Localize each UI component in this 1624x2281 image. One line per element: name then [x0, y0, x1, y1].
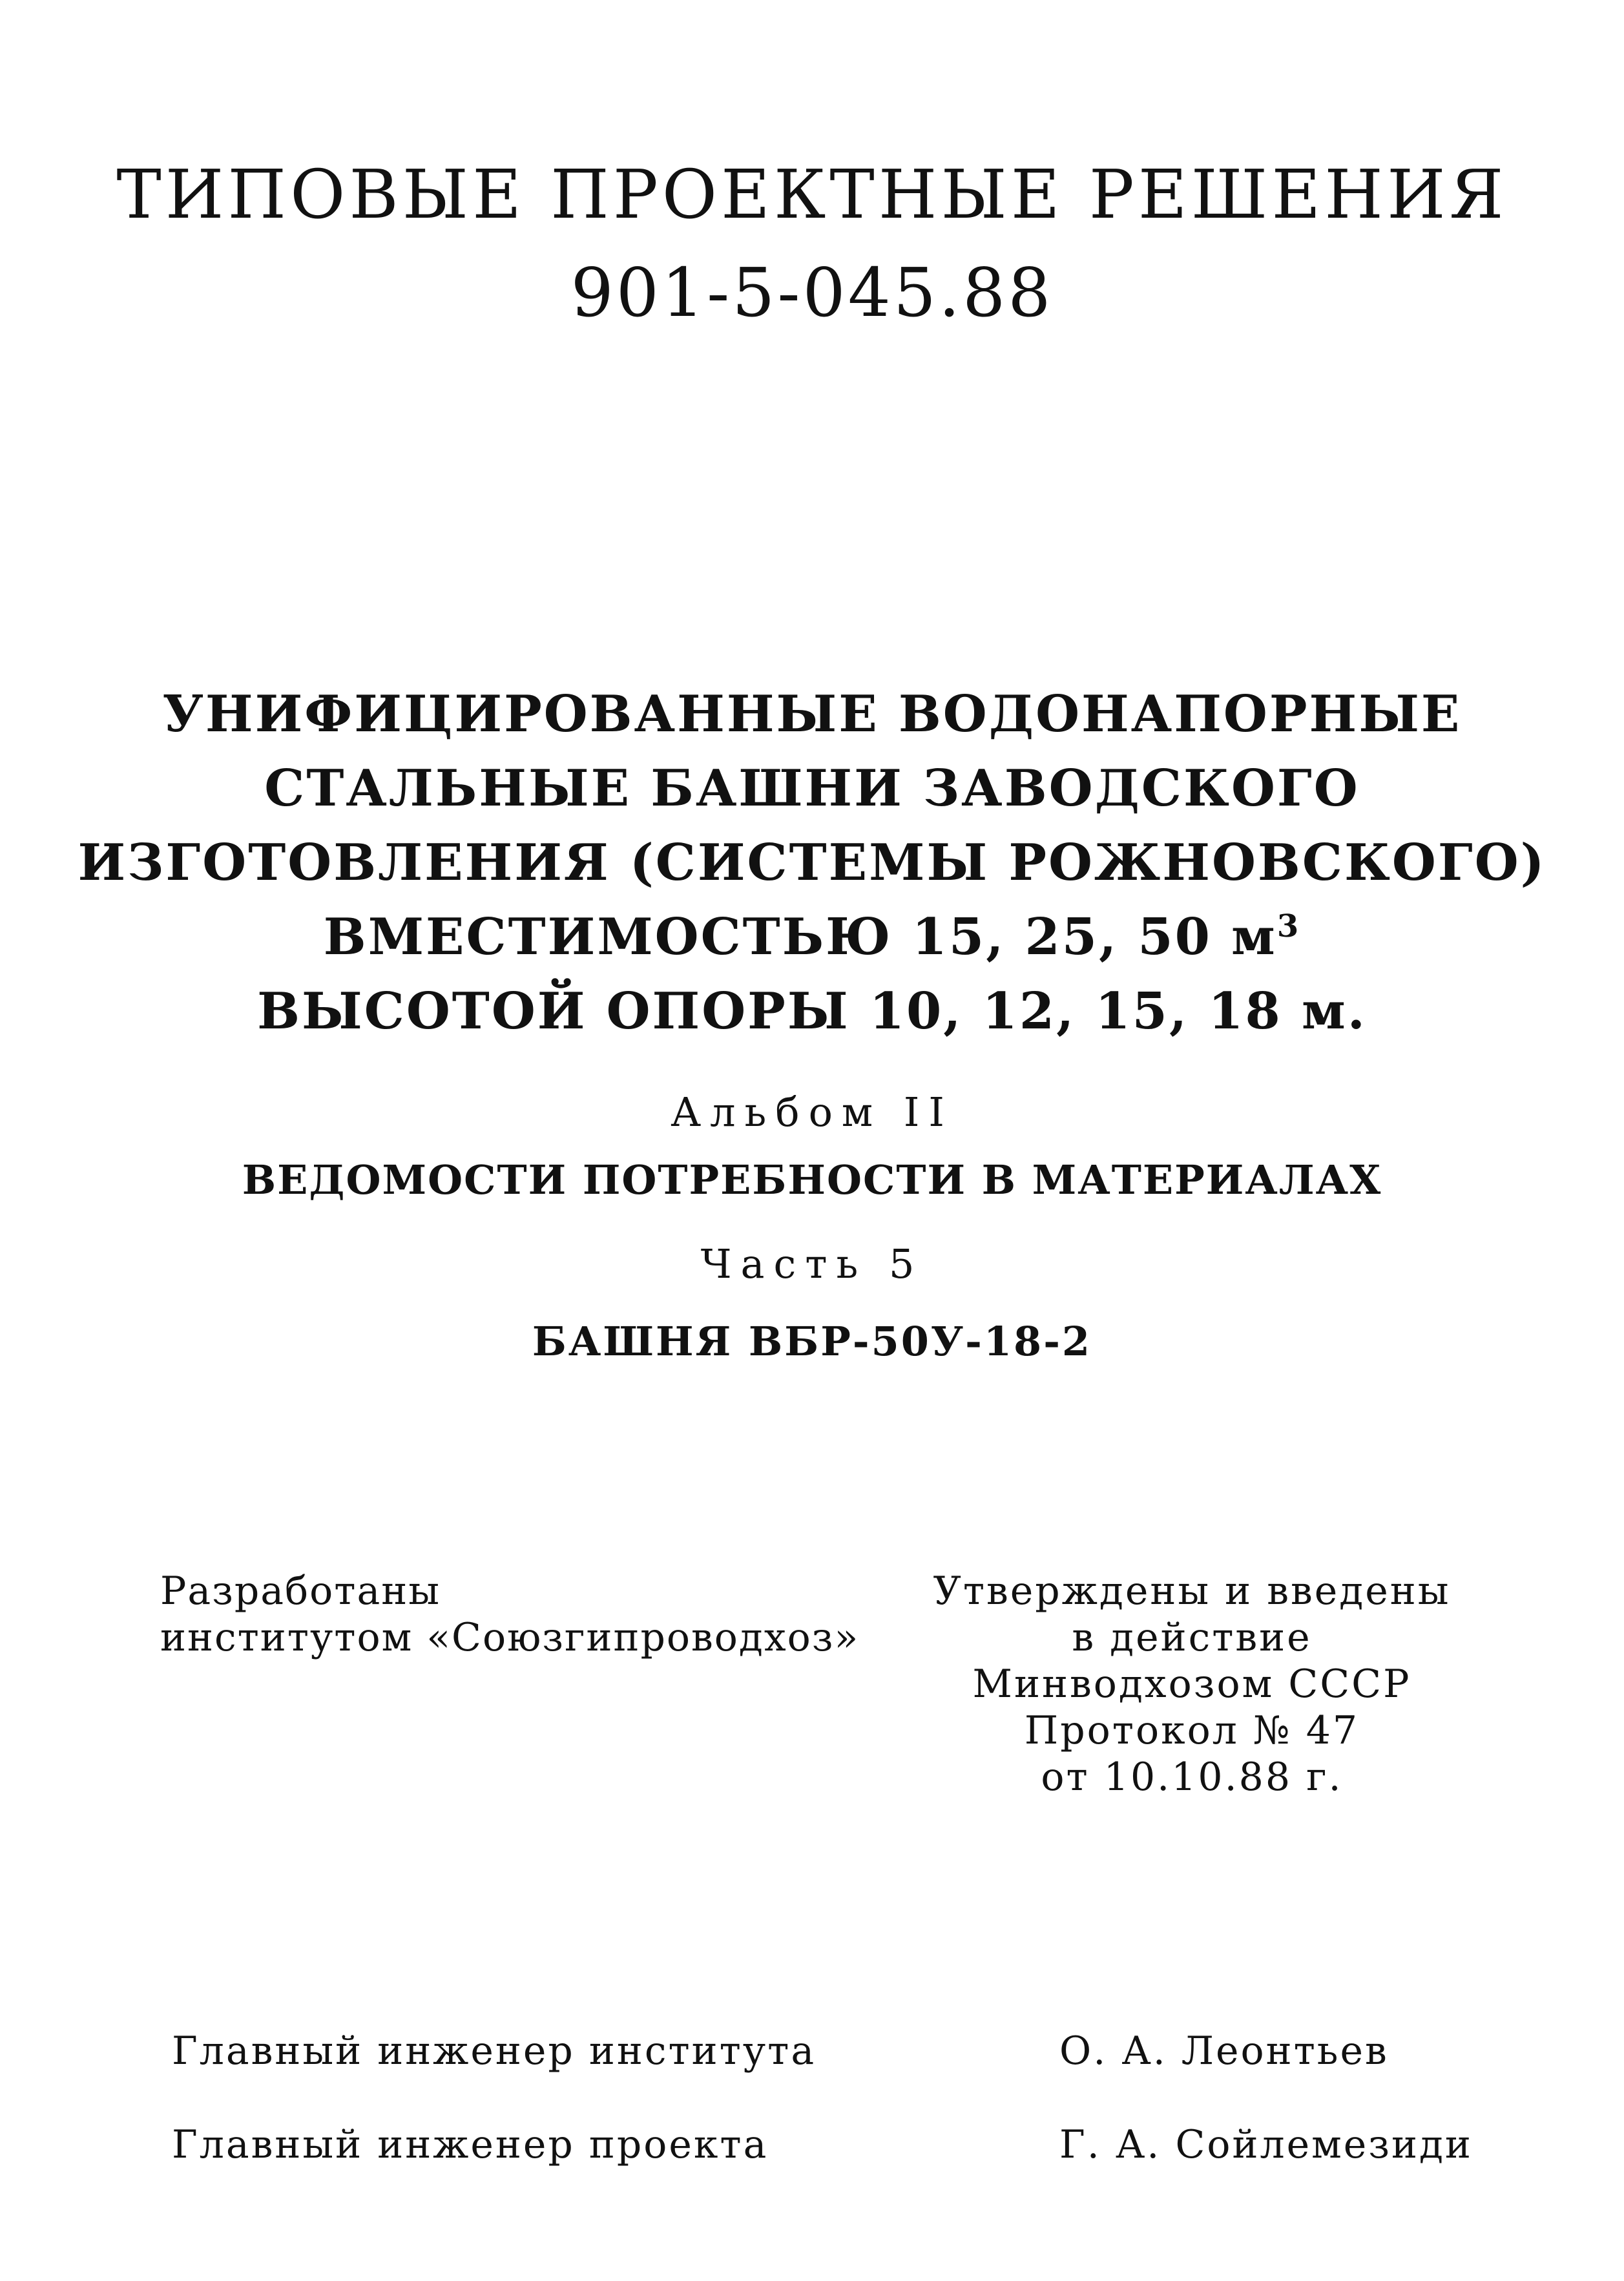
signature-name-chief-engineer-institute: О. А. Леонтьев — [1059, 2028, 1389, 2074]
signature-name-chief-engineer-project: Г. А. Сойлемезиди — [1059, 2122, 1473, 2167]
title-line-2: СТАЛЬНЫЕ БАШНИ ЗАВОДСКОГО — [264, 759, 1360, 818]
approved-line-4: Протокол № 47 — [1024, 1708, 1360, 1753]
title-line-4-text: ВМЕСТИМОСТЬЮ 15, 25, 50 м — [323, 908, 1277, 966]
approved-line-2: в действие — [1072, 1615, 1312, 1660]
developed-by-line-1: Разработаны — [160, 1568, 441, 1614]
title-line-4 — [0, 908, 1624, 966]
series-title: ТИПОВЫЕ ПРОЕКТНЫЕ РЕШЕНИЯ — [116, 155, 1508, 234]
album-subtitle: ВЕДОМОСТИ ПОТРЕБНОСТИ В МАТЕРИАЛАХ — [242, 1156, 1382, 1203]
title-line-1: УНИФИЦИРОВАННЫЕ ВОДОНАПОРНЫЕ — [162, 685, 1462, 744]
signature-role-chief-engineer-project: Главный инженер проекта — [172, 2122, 769, 2167]
developed-by-line-2: институтом «Союзгипроводхоз» — [160, 1615, 860, 1660]
cubic-superscript: 3 — [1276, 908, 1301, 944]
title-line-5: ВЫСОТОЙ ОПОРЫ 10, 12, 15, 18 м. — [257, 982, 1367, 1041]
approved-line-1: Утверждены и введены — [933, 1568, 1451, 1614]
document-code: 901-5-045.88 — [570, 253, 1054, 332]
title-line-3: ИЗГОТОВЛЕНИЯ (СИСТЕМЫ РОЖНОВСКОГО) — [78, 833, 1546, 892]
signature-role-chief-engineer-institute: Главный инженер института — [172, 2028, 817, 2074]
approved-line-5: от 10.10.88 г. — [1041, 1755, 1343, 1800]
approved-line-3: Минводхозом СССР — [972, 1661, 1411, 1707]
tower-name: БАШНЯ ВБР-50У-18-2 — [532, 1318, 1092, 1365]
album-label: Альбом II — [671, 1088, 953, 1136]
part-label: Часть 5 — [700, 1240, 924, 1287]
